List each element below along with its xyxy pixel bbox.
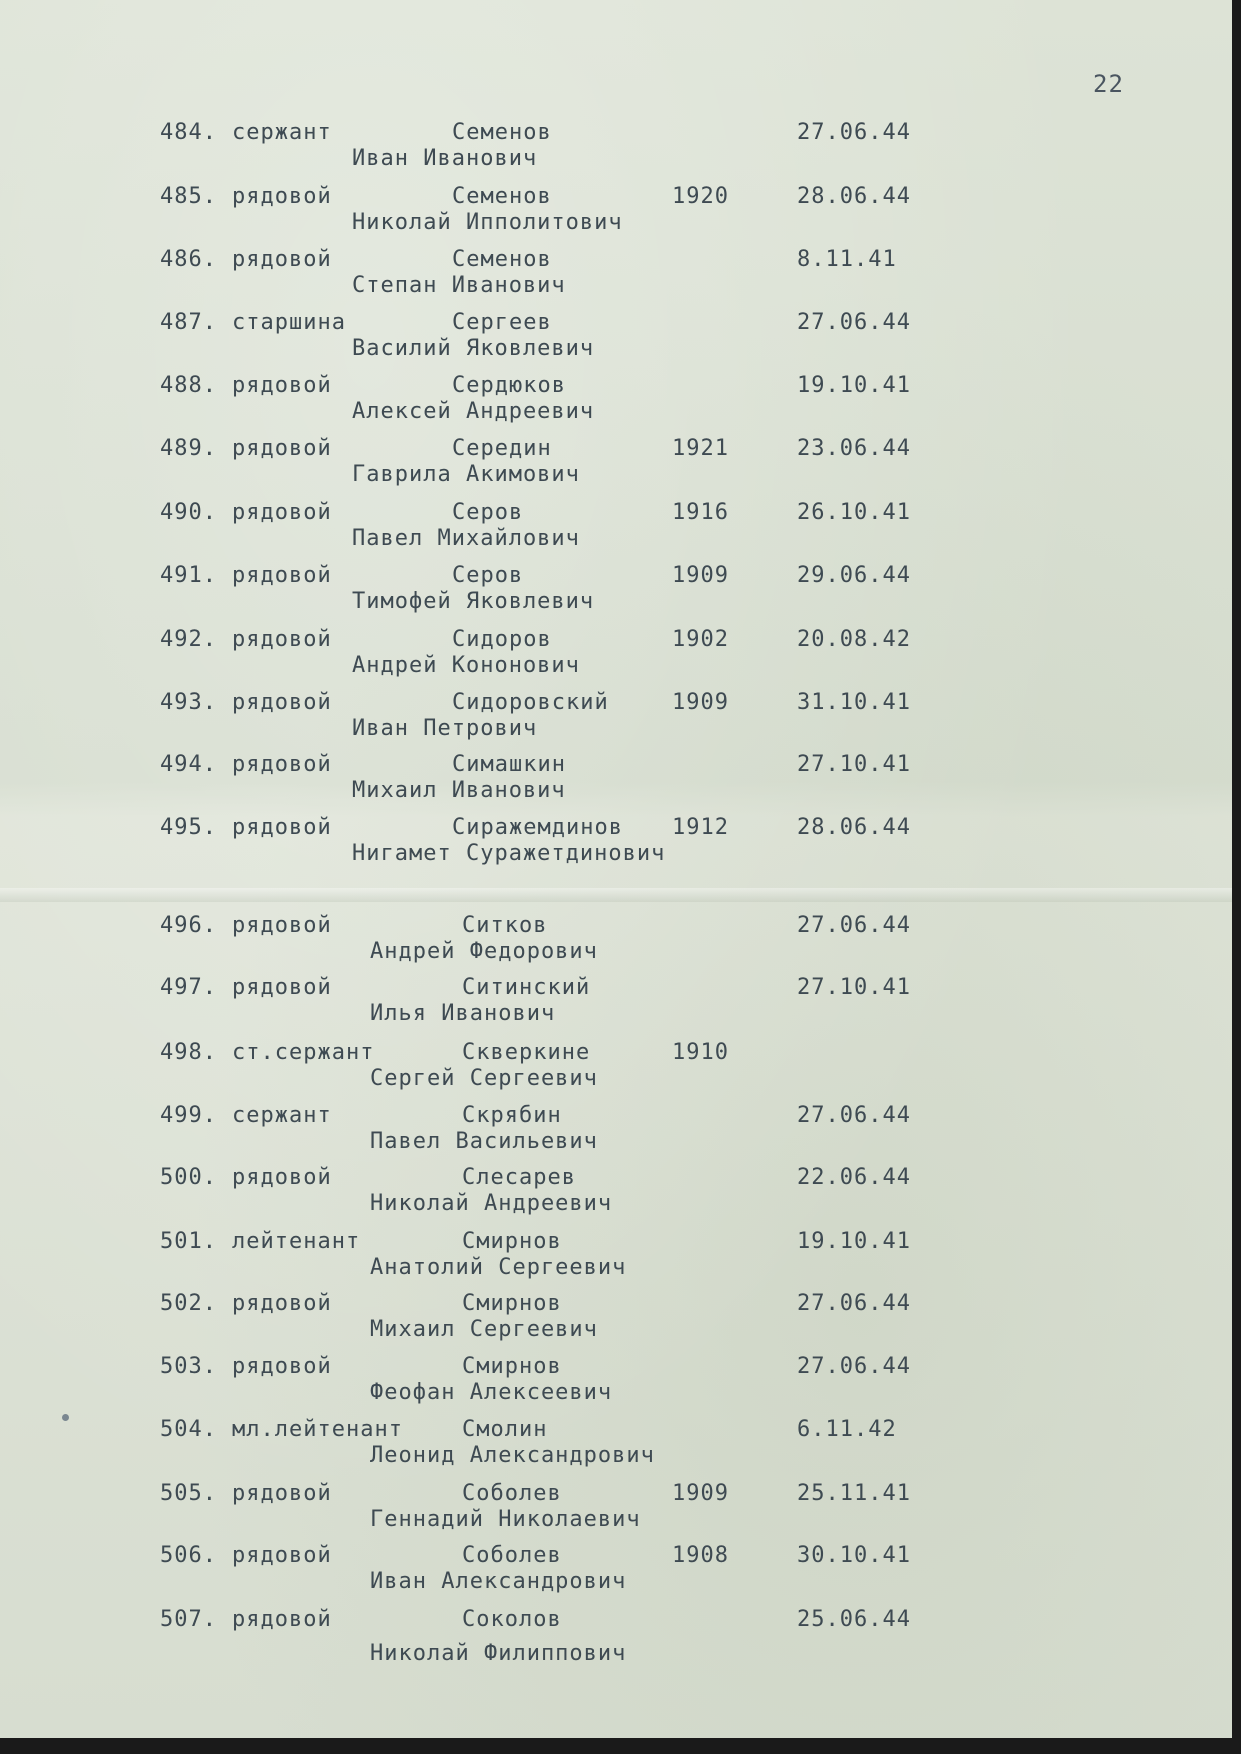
entry-number: 497. (160, 975, 217, 1000)
entry-given-names: Андрей Федорович (370, 939, 598, 964)
list-item (0, 500, 1232, 562)
entry-rank: рядовой (232, 1481, 332, 1506)
entry-number: 503. (160, 1354, 217, 1379)
entry-given-names: Тимофей Яковлевич (352, 589, 595, 614)
entry-date: 27.10.41 (797, 752, 911, 777)
entry-number: 487. (160, 310, 217, 335)
entry-date: 29.06.44 (797, 563, 911, 588)
entry-number: 490. (160, 500, 217, 525)
list-item (0, 1543, 1232, 1605)
entry-given-names: Павел Михайлович (352, 526, 580, 551)
list-item (0, 184, 1232, 246)
list-item (0, 815, 1232, 877)
entry-date: 6.11.42 (797, 1417, 897, 1442)
entry-number: 491. (160, 563, 217, 588)
entry-surname: Семенов (452, 120, 552, 145)
entry-surname: Смирнов (462, 1229, 562, 1254)
entry-surname: Сергеев (452, 310, 552, 335)
ink-spot (62, 1414, 69, 1421)
list-item (0, 1040, 1232, 1102)
entry-given-names: Михаил Иванович (352, 778, 566, 803)
entry-given-names: Павел Васильевич (370, 1129, 598, 1154)
entry-date: 27.06.44 (797, 1354, 911, 1379)
entry-birth-year: 1920 (672, 184, 729, 209)
entry-number: 485. (160, 184, 217, 209)
entry-birth-year: 1908 (672, 1543, 729, 1568)
entry-surname: Сидоров (452, 627, 552, 652)
entry-given-names: Василий Яковлевич (352, 336, 595, 361)
entry-date: 8.11.41 (797, 247, 897, 272)
entry-given-names: Иван Петрович (352, 716, 538, 741)
entry-surname: Скверкине (462, 1040, 591, 1065)
entry-surname: Смирнов (462, 1354, 562, 1379)
entry-surname: Соболев (462, 1481, 562, 1506)
list-item (0, 1417, 1232, 1479)
list-item (0, 913, 1232, 975)
entry-date: 27.10.41 (797, 975, 911, 1000)
entry-given-names: Андрей Кононович (352, 653, 580, 678)
entry-date: 27.06.44 (797, 1103, 911, 1128)
entry-surname: Соколов (462, 1607, 562, 1632)
entry-rank: лейтенант (232, 1229, 361, 1254)
entry-date: 30.10.41 (797, 1543, 911, 1568)
entry-date: 22.06.44 (797, 1165, 911, 1190)
page-number: 22 (1093, 70, 1124, 98)
entry-date: 19.10.41 (797, 1229, 911, 1254)
entry-number: 492. (160, 627, 217, 652)
entry-date: 31.10.41 (797, 690, 911, 715)
entry-date: 28.06.44 (797, 184, 911, 209)
entry-number: 498. (160, 1040, 217, 1065)
entry-surname: Сиражемдинов (452, 815, 623, 840)
entry-date: 23.06.44 (797, 436, 911, 461)
entry-rank: рядовой (232, 1607, 332, 1632)
list-item (0, 1354, 1232, 1416)
entry-rank: рядовой (232, 1543, 332, 1568)
entry-surname: Серов (452, 500, 524, 525)
entry-birth-year: 1921 (672, 436, 729, 461)
entry-number: 507. (160, 1607, 217, 1632)
entry-rank: рядовой (232, 247, 332, 272)
entry-rank: рядовой (232, 627, 332, 652)
entry-birth-year: 1909 (672, 690, 729, 715)
entry-date: 27.06.44 (797, 120, 911, 145)
list-item (0, 690, 1232, 752)
entry-number: 500. (160, 1165, 217, 1190)
entry-number: 504. (160, 1417, 217, 1442)
entry-number: 494. (160, 752, 217, 777)
entry-rank: рядовой (232, 1354, 332, 1379)
list-item (0, 563, 1232, 625)
entry-number: 486. (160, 247, 217, 272)
entry-number: 502. (160, 1291, 217, 1316)
entry-birth-year: 1912 (672, 815, 729, 840)
entry-given-names: Иван Александрович (370, 1569, 627, 1594)
entry-date: 26.10.41 (797, 500, 911, 525)
entry-given-names: Михаил Сергеевич (370, 1317, 598, 1342)
list-item (0, 1165, 1232, 1227)
entry-rank: рядовой (232, 563, 332, 588)
entry-date: 28.06.44 (797, 815, 911, 840)
list-item (0, 1229, 1232, 1291)
entry-rank: рядовой (232, 815, 332, 840)
entry-date: 27.06.44 (797, 310, 911, 335)
list-item (0, 1607, 1232, 1669)
entry-surname: Сидоровский (452, 690, 609, 715)
entry-number: 505. (160, 1481, 217, 1506)
list-item (0, 310, 1232, 372)
entry-date: 25.06.44 (797, 1607, 911, 1632)
entry-date: 25.11.41 (797, 1481, 911, 1506)
entry-date: 20.08.42 (797, 627, 911, 652)
entry-number: 495. (160, 815, 217, 840)
entry-surname: Середин (452, 436, 552, 461)
entry-date: 27.06.44 (797, 1291, 911, 1316)
entry-given-names: Илья Иванович (370, 1001, 556, 1026)
entry-rank: старшина (232, 310, 346, 335)
list-item (0, 627, 1232, 689)
entry-rank: рядовой (232, 184, 332, 209)
entry-rank: рядовой (232, 436, 332, 461)
entry-surname: Семенов (452, 247, 552, 272)
list-item (0, 1481, 1232, 1543)
entry-surname: Ситинский (462, 975, 591, 1000)
entry-rank: рядовой (232, 690, 332, 715)
entry-date: 27.06.44 (797, 913, 911, 938)
entry-date: 19.10.41 (797, 373, 911, 398)
entry-rank: ст.сержант (232, 1040, 375, 1065)
entry-number: 493. (160, 690, 217, 715)
entry-number: 488. (160, 373, 217, 398)
entry-surname: Слесарев (462, 1165, 576, 1190)
entry-surname: Соболев (462, 1543, 562, 1568)
entry-given-names: Сергей Сергеевич (370, 1066, 598, 1091)
entry-given-names: Алексей Андреевич (352, 399, 595, 424)
entry-surname: Симашкин (452, 752, 566, 777)
entry-given-names: Николай Филиппович (370, 1641, 627, 1666)
entry-surname: Скрябин (462, 1103, 562, 1128)
list-item (0, 247, 1232, 309)
entry-number: 506. (160, 1543, 217, 1568)
entry-rank: рядовой (232, 500, 332, 525)
entry-rank: рядовой (232, 1165, 332, 1190)
entry-number: 501. (160, 1229, 217, 1254)
entry-given-names: Анатолий Сергеевич (370, 1255, 627, 1280)
entry-surname: Семенов (452, 184, 552, 209)
entry-number: 484. (160, 120, 217, 145)
list-item (0, 1291, 1232, 1353)
entry-surname: Серов (452, 563, 524, 588)
entry-given-names: Феофан Алексеевич (370, 1380, 613, 1405)
entry-rank: рядовой (232, 373, 332, 398)
entry-rank: мл.лейтенант (232, 1417, 403, 1442)
entry-birth-year: 1902 (672, 627, 729, 652)
entry-number: 499. (160, 1103, 217, 1128)
list-item (0, 975, 1232, 1037)
list-item (0, 752, 1232, 814)
entry-number: 489. (160, 436, 217, 461)
entry-number: 496. (160, 913, 217, 938)
entry-rank: рядовой (232, 913, 332, 938)
entry-given-names: Степан Иванович (352, 273, 566, 298)
entry-given-names: Николай Ипполитович (352, 210, 623, 235)
entry-rank: сержант (232, 120, 332, 145)
entry-rank: рядовой (232, 1291, 332, 1316)
entry-given-names: Нигамет Суражетдинович (352, 841, 666, 866)
list-item (0, 373, 1232, 435)
entry-surname: Сердюков (452, 373, 566, 398)
entry-given-names: Гаврила Акимович (352, 462, 580, 487)
entry-given-names: Геннадий Николаевич (370, 1507, 641, 1532)
list-item (0, 1103, 1232, 1165)
entry-surname: Смолин (462, 1417, 548, 1442)
entry-surname: Ситков (462, 913, 548, 938)
entry-birth-year: 1910 (672, 1040, 729, 1065)
entry-rank: рядовой (232, 975, 332, 1000)
list-item (0, 436, 1232, 498)
entry-birth-year: 1916 (672, 500, 729, 525)
entry-rank: сержант (232, 1103, 332, 1128)
entry-given-names: Леонид Александрович (370, 1443, 655, 1468)
list-item (0, 120, 1232, 182)
entry-birth-year: 1909 (672, 563, 729, 588)
entry-rank: рядовой (232, 752, 332, 777)
entry-surname: Смирнов (462, 1291, 562, 1316)
entry-birth-year: 1909 (672, 1481, 729, 1506)
entry-given-names: Николай Андреевич (370, 1191, 613, 1216)
entry-given-names: Иван Иванович (352, 146, 538, 171)
